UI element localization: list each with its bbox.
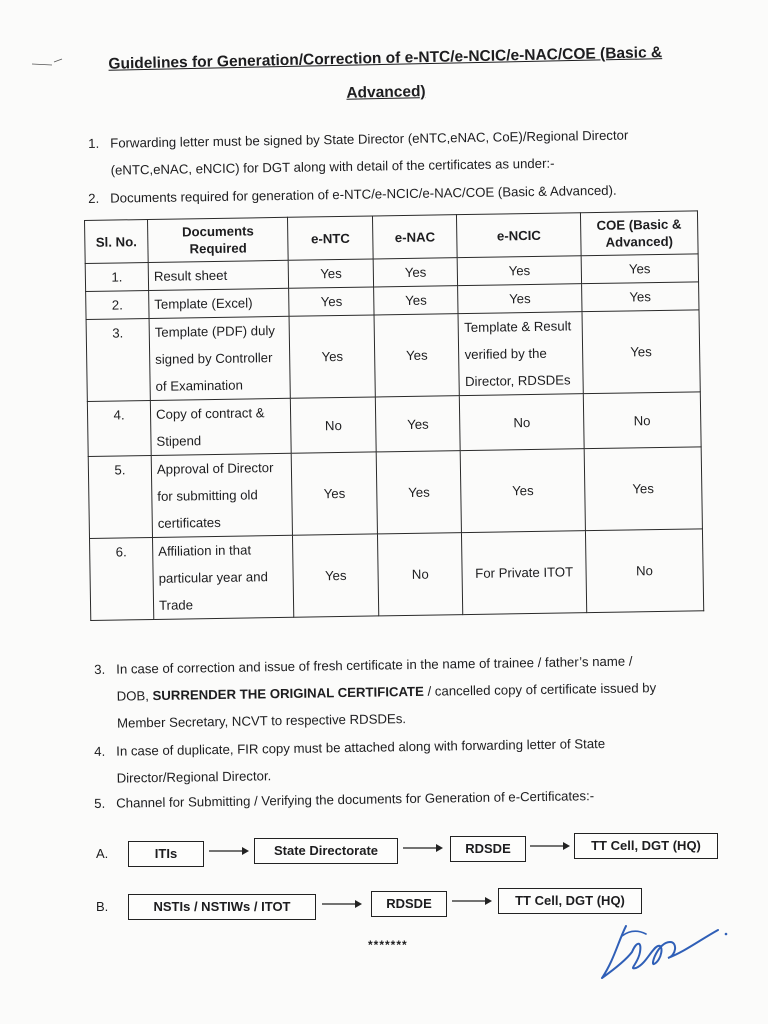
- channel-a-step-tt-cell: TT Cell, DGT (HQ): [574, 833, 718, 859]
- item-2-number: 2.: [88, 190, 100, 206]
- cell-e-nac: Yes: [376, 451, 462, 534]
- channel-a-step-rdsde: RDSDE: [450, 836, 526, 862]
- end-marker: *******: [368, 938, 408, 952]
- item-2-line-1: Documents required for generation of e-NTC/e-NCIC/e-NAC/COE (Basic & Advanced).: [110, 182, 617, 206]
- cell-e-ntc: Yes: [289, 259, 374, 288]
- cell-coe: Yes: [582, 310, 701, 394]
- channel-a-label: A.: [96, 846, 109, 861]
- item-1-line-2: (eNTC,eNAC, eNCIC) for DGT along with detail of the certificates as under:-: [110, 155, 555, 178]
- cell-e-ntc: Yes: [289, 287, 374, 316]
- arrow-right-icon: [529, 841, 571, 851]
- cell-e-nac: Yes: [373, 258, 458, 287]
- cell-coe: No: [585, 529, 704, 613]
- cell-e-nac: Yes: [374, 314, 460, 397]
- header-e-nac: e-NAC: [372, 215, 457, 259]
- item-5-number: 5.: [94, 795, 106, 811]
- table-row: [88, 447, 702, 539]
- header-e-ncic: e-NCIC: [457, 213, 581, 258]
- arrow-right-icon: [451, 896, 493, 906]
- item-1-line-1: Forwarding letter must be signed by State Director (eNTC,eNAC, CoE)/Regional Director: [110, 127, 629, 151]
- cell-e-ncic: No: [460, 394, 584, 451]
- cell-document: Approval of Director for submitting old certificates: [151, 453, 293, 537]
- cell-sl: 2.: [86, 290, 149, 319]
- item-3-line-3: Member Secretary, NCVT to respective RDSDEs.: [116, 711, 407, 731]
- channel-b-step-tt-cell: TT Cell, DGT (HQ): [498, 888, 642, 914]
- cell-sl: 1.: [85, 262, 148, 291]
- cell-e-nac: No: [377, 533, 463, 616]
- cell-sl: 4.: [87, 400, 151, 456]
- arrow-right-icon: [208, 846, 250, 856]
- cell-e-ncic: Yes: [458, 256, 582, 286]
- header-e-ntc: e-NTC: [288, 216, 373, 260]
- cell-document: Template (Excel): [149, 288, 290, 318]
- item-4-number: 4.: [94, 743, 106, 759]
- cell-document: Copy of contract & Stipend: [150, 398, 291, 455]
- item-3-line-2-pre: DOB,: [116, 688, 153, 704]
- table-row: [86, 310, 700, 402]
- documents-table: [84, 210, 704, 621]
- cell-e-ntc: Yes: [293, 534, 379, 617]
- cell-sl: 5.: [88, 455, 152, 538]
- cell-e-ncic: For Private ITOT: [462, 531, 587, 615]
- header-documents-required: Documents Required: [147, 217, 288, 262]
- cell-e-ntc: Yes: [292, 452, 378, 535]
- cell-e-ncic: Yes: [458, 284, 582, 314]
- cell-e-nac: Yes: [375, 396, 460, 452]
- channel-b-label: B.: [96, 899, 109, 914]
- cell-e-ntc: No: [291, 397, 376, 453]
- table-row: [90, 529, 704, 621]
- cell-e-nac: Yes: [373, 286, 458, 315]
- cell-document: Result sheet: [148, 260, 289, 290]
- title-line-1: Guidelines for Generation/Correction of e-NTC/e-NCIC/e-NAC/COE (Basic &: [108, 44, 663, 73]
- surrender-notice: SURRENDER THE ORIGINAL CERTIFICATE: [152, 683, 424, 704]
- item-5-line-1: Channel for Submitting / Verifying the documents for Generation of e-Certificates:-: [116, 788, 595, 811]
- header-coe: COE (Basic & Advanced): [580, 211, 698, 256]
- item-3-line-1: In case of correction and issue of fresh certificate in the name of trainee / father’s name /: [116, 653, 633, 677]
- item-3: [94, 647, 657, 737]
- scan-artifact-mark: [30, 58, 66, 68]
- item-1: [88, 122, 629, 184]
- item-3-line-2-post: / cancelled copy of certificate issued by: [423, 680, 657, 699]
- cell-coe: Yes: [581, 282, 699, 312]
- cell-sl: 6.: [90, 537, 154, 620]
- cell-sl: 3.: [86, 318, 150, 401]
- channel-a-step-itis: ITIs: [128, 841, 204, 867]
- table-row: [87, 392, 701, 457]
- cell-coe: No: [583, 392, 701, 449]
- cell-e-ncic: Template & Result verified by the Director, RDSDEs: [459, 312, 584, 396]
- item-1-number: 1.: [88, 135, 100, 151]
- arrow-right-icon: [402, 843, 444, 853]
- cell-e-ncic: Yes: [461, 449, 586, 533]
- cell-document: Affiliation in that particular year and Trade: [152, 535, 294, 619]
- item-3-number: 3.: [94, 661, 106, 677]
- channel-a-step-state-directorate: State Directorate: [254, 838, 398, 864]
- cell-e-ntc: Yes: [289, 315, 375, 398]
- page-title: [95, 36, 676, 116]
- header-sl-no: Sl. No.: [85, 220, 149, 264]
- channel-b-step-nstis: NSTIs / NSTIWs / ITOT: [128, 894, 316, 920]
- handwritten-signature: [596, 912, 736, 992]
- cell-coe: Yes: [584, 447, 703, 531]
- item-4-line-2: Director/Regional Director.: [116, 768, 272, 786]
- title-line-2: Advanced): [346, 83, 426, 102]
- item-4-line-1: In case of duplicate, FIR copy must be attached along with forwarding letter of State: [116, 735, 606, 759]
- channel-b-step-rdsde: RDSDE: [371, 891, 447, 917]
- cell-document: Template (PDF) duly signed by Controller of Examination: [149, 316, 291, 400]
- cell-coe: Yes: [581, 254, 699, 284]
- arrow-right-icon: [321, 899, 363, 909]
